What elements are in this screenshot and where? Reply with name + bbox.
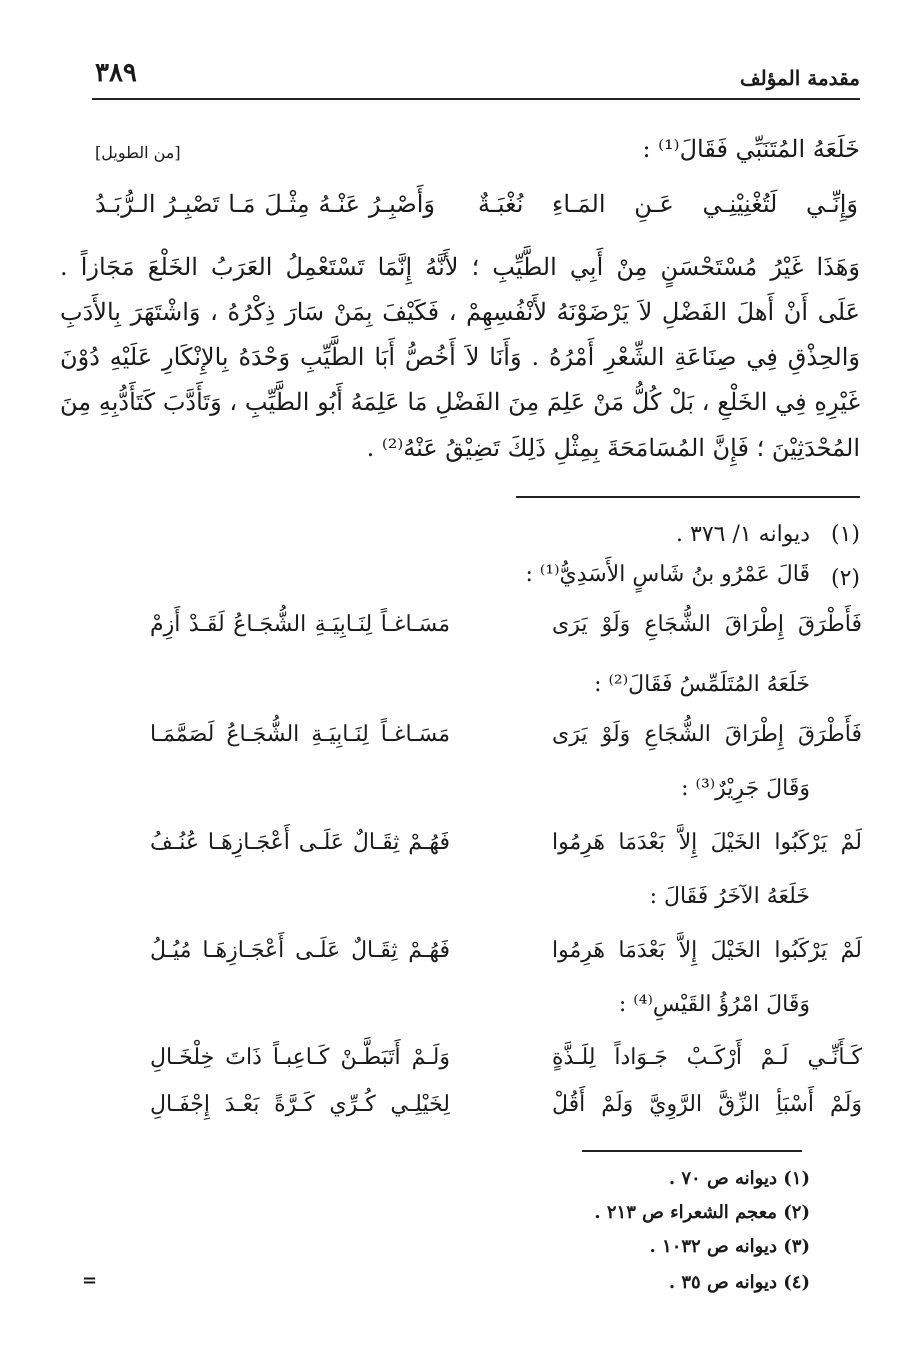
footnote-verse-right: وَلَمْ أَسْبَأِ الزِّقَّ الرَّوِيَّ وَلَمْ أَقُلْ <box>552 1092 862 1117</box>
footnote-verse-right: لَمْ يَرْكَبُوا الخَيْلَ إِلاَّ بَعْدَمَا هَرِمُوا <box>552 830 862 855</box>
footnote-verse-right: كَـأَنِّـي لَـمْ أَرْكَـبْ جَـوَاداً لِلَـذَّةٍ <box>552 1045 862 1070</box>
footnote-2-line: وَقَالَ جَرِيْرٌ⁽³⁾ : <box>681 776 810 801</box>
footnote-verse-left: وَلَـمْ أَتَبَطَّـنْ كَـاعِبـاً ذَاتَ خِلْخَـالِ <box>150 1045 450 1070</box>
footnote-verse-right: فَأَطْرَقَ إِطْرَاقَ الشُّجَاعِ وَلَوْ يَرَى <box>552 722 862 747</box>
sub-footnote: (١) ديوانه ص ٧٠ . <box>668 1168 810 1189</box>
paragraph-line: وَالحِذْقِ فِي صِنَاعَةِ الشِّعْرِ أَمْرُهُ . وَأَنَا لاَ أَخُصُّ أَبَا الطَّيِّبِ وَحْدَهُ بِالإِنْكَارِ عَلَيْهِ دُوْنَ <box>60 343 861 371</box>
footnote-verse-left: فَهُـمْ ثِقَـالٌ عَلَـى أَعْجَـازِهَـا عُنُـفُ <box>150 830 450 855</box>
footnote-verse-left: مَسَـاغـاً لِنَـابِيَـةِ الشُّجَـاعُ لَقَـدْ أَزِمْ <box>150 612 450 637</box>
footnote-2-intro: قَالَ عَمْرُو بنُ شَاسٍ الأَسَدِيُّ⁽¹⁾ : <box>525 562 810 587</box>
footnote-1-number: (١) <box>830 522 860 547</box>
footnote-1-text: ديوانه ١/ ٣٧٦ . <box>676 522 810 547</box>
running-title: مقدمة المؤلف <box>739 66 860 90</box>
footnote-rule <box>516 496 860 498</box>
paragraph-line: عَلَى أَنْ أَهلَ الفَضْلِ لاَ يَرْضَوْنَهُ لأَنْفُسِهِمْ ، فَكَيْفَ بِمَنْ سَارَ ذِكْرُهُ ، وَاشْتَهَرَ بِالأَدَبِ <box>60 298 860 326</box>
page-number: ٣٨٩ <box>95 58 137 88</box>
intro-line: خَلَعَهُ المُتَنَبِّي فَقَالَ⁽¹⁾ : <box>642 135 860 163</box>
continuation-mark: = <box>82 1270 98 1291</box>
paragraph-line: وَهَذَا غَيْرُ مُسْتَحْسَنٍ مِنْ أَبِي الطَّيِّبِ ؛ لأَنَّهُ إِنَّمَا تَسْتَعْمِلُ العَرَبُ الخَلْعَ مَجَازاً . <box>60 253 860 281</box>
footnote-verse-left: فَهُـمْ ثِقَـالٌ عَلَـى أَعْجَـازِهَـا مُيُـلُ <box>150 938 450 963</box>
footnote-verse-right: لَمْ يَرْكَبُوا الخَيْلَ إِلاَّ بَعْدَمَا هَرِمُوا <box>552 938 862 963</box>
sub-footnote: (٢) معجم الشعراء ص ٢١٣ . <box>594 1202 810 1223</box>
footnote-2-number: (٢) <box>830 566 860 591</box>
footnote-2-line: وَقَالَ امْرُؤُ القَيْسِ⁽⁴⁾ : <box>618 992 810 1017</box>
sub-footnote-rule <box>582 1150 802 1152</box>
sub-footnote: (٣) ديوانه ص ١٠٣٢ . <box>649 1236 810 1257</box>
verse-first-hemistich: وَإِنِّـي لَتُغْنِيْنِـي عَـنِ المَـاءِ نُغْبَـةٌ <box>478 190 858 218</box>
header-rule <box>92 98 860 100</box>
footnote-2-line: خَلَعَهُ المُتَلَمِّسُ فَقَالَ⁽²⁾ : <box>594 672 810 697</box>
footnote-2-line: خَلَعَهُ الآخَرُ فَقَالَ : <box>649 884 810 909</box>
paragraph-last-line: المُحْدَثِيْنَ ؛ فَإِنَّ المُسَامَحَةَ بِمِثْلِ ذَلِكَ تَضِيْقُ عَنْهُ⁽²⁾ . <box>366 434 860 462</box>
sub-footnote: (٤) ديوانه ص ٣٥ . <box>668 1272 810 1293</box>
meter-tag: [من الطويل] <box>95 143 181 162</box>
footnote-verse-right: فَأَطْرَقَ إِطْرَاقَ الشُّجَاعِ وَلَوْ يَرَى <box>552 612 862 637</box>
paragraph-line: غَيْرِهِ فِي الخَلْعِ ، بَلْ كُلُّ مَنْ عَلِمَ مِنَ الفَضْلِ مَا عَلِمَهُ أَبُو الطَّيِّبِ ، وَتَأَدَّبَ كَتَأَدُّبِهِ مِنَ <box>60 388 860 416</box>
footnote-verse-left: لِخَيْلِـي كُـرِّي كَـرَّةً بَعْـدَ إِجْفَـالِ <box>150 1092 450 1117</box>
verse-second-hemistich: وَأَصْبِـرُ عَنْـهُ مِثْـلَ مَـا تَصْبِـرُ الـرُّبَـدُ <box>95 190 435 218</box>
footnote-verse-left: مَسَـاغـاً لِنَـابِيَـةِ الشُّجَـاعُ لَصَمَّمَـا <box>150 722 450 747</box>
